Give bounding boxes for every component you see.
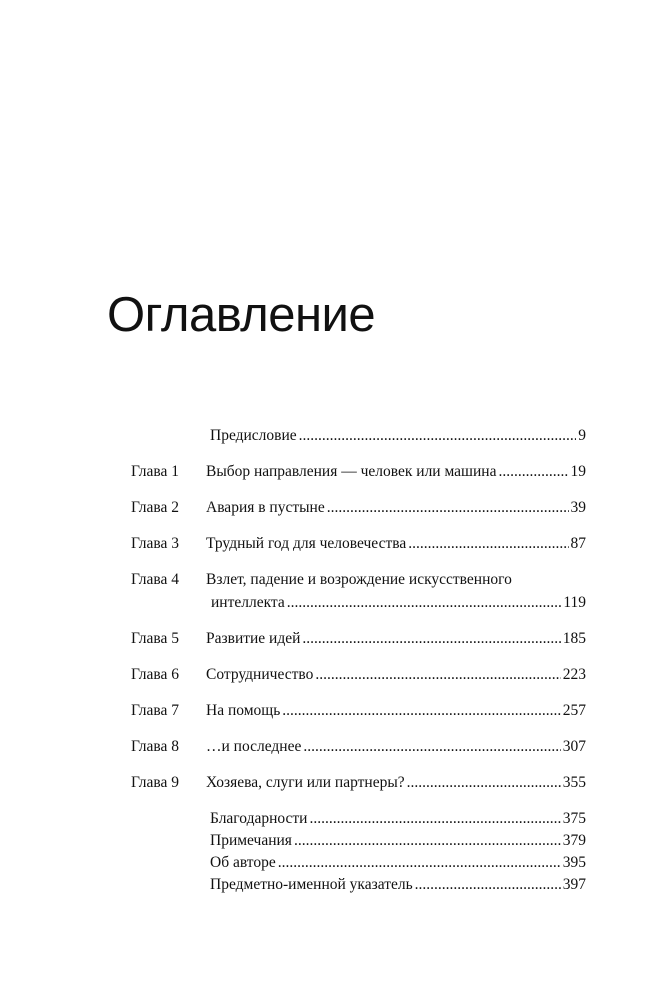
toc-entry-title: Об авторе bbox=[210, 854, 276, 871]
toc-entry-title: Авария в пустыне bbox=[206, 499, 325, 516]
toc-entry-page: 119 bbox=[563, 594, 586, 611]
dot-leader bbox=[302, 628, 560, 650]
toc-entry-page: 87 bbox=[570, 535, 586, 552]
chapter-label: Глава 2 bbox=[131, 499, 180, 516]
toc-entry-title: …и последнее bbox=[206, 738, 302, 755]
dot-leader bbox=[315, 664, 560, 686]
chapter-label: Глава 3 bbox=[131, 535, 180, 552]
toc-entry-title: Примечания bbox=[210, 832, 292, 849]
toc-entry-notes[interactable] bbox=[210, 830, 586, 852]
dot-leader bbox=[408, 533, 568, 555]
toc-entry-chapter-6[interactable] bbox=[206, 664, 586, 686]
dot-leader bbox=[278, 852, 561, 874]
toc-entry-preface[interactable] bbox=[210, 425, 586, 447]
toc-entry-page: 185 bbox=[562, 630, 586, 647]
dot-leader bbox=[327, 497, 569, 519]
toc-entry-title: интеллекта bbox=[211, 594, 285, 611]
dot-leader bbox=[407, 772, 561, 794]
toc-entry-page: 397 bbox=[562, 876, 586, 893]
toc-entry-chapter-5[interactable] bbox=[206, 628, 586, 650]
toc-entry-acknowledgements[interactable] bbox=[210, 808, 586, 830]
toc-entry-page: 379 bbox=[562, 832, 586, 849]
dot-leader bbox=[498, 461, 568, 483]
toc-entry-title: Хозяева, слуги или партнеры? bbox=[206, 774, 405, 791]
dot-leader bbox=[294, 830, 561, 852]
toc-entry-title: На помощь bbox=[206, 702, 281, 719]
toc-entry-title: Выбор направления — человек или машина bbox=[206, 463, 497, 480]
toc-entry-title: Предисловие bbox=[210, 427, 297, 444]
toc-entry-title: Развитие идей bbox=[206, 630, 301, 647]
toc-entry-page: 9 bbox=[578, 427, 586, 444]
dot-leader bbox=[415, 874, 561, 896]
toc-entry-chapter-2[interactable] bbox=[206, 497, 586, 519]
chapter-label: Глава 7 bbox=[131, 702, 180, 719]
toc-entry-chapter-9[interactable] bbox=[206, 772, 586, 794]
chapter-label: Глава 6 bbox=[131, 666, 180, 683]
chapter-label: Глава 1 bbox=[131, 463, 180, 480]
toc-entry-page: 395 bbox=[562, 854, 586, 871]
chapter-label: Глава 9 bbox=[131, 774, 180, 791]
toc-entry-chapter-3[interactable] bbox=[206, 533, 586, 555]
toc-entry-page: 307 bbox=[562, 738, 586, 755]
page-title: Оглавление bbox=[107, 288, 376, 342]
toc-entry-page: 223 bbox=[562, 666, 586, 683]
toc-entry-chapter-4[interactable] bbox=[211, 592, 586, 614]
toc-entry-about-author[interactable] bbox=[210, 852, 586, 874]
toc-entry-chapter-1[interactable] bbox=[206, 461, 586, 483]
toc-entry-chapter-7[interactable] bbox=[206, 700, 586, 722]
toc-entry-title: Предметно-именной указатель bbox=[210, 876, 413, 893]
dot-leader bbox=[287, 592, 562, 614]
toc-entry-title: Сотрудничество bbox=[206, 666, 314, 683]
dot-leader bbox=[309, 808, 560, 830]
chapter-label: Глава 8 bbox=[131, 738, 180, 755]
chapter-label: Глава 5 bbox=[131, 630, 180, 647]
toc-entry-chapter-4-line1[interactable] bbox=[206, 569, 586, 591]
toc-entry-title: Благодарности bbox=[210, 810, 308, 827]
toc-entry-page: 375 bbox=[562, 810, 586, 827]
toc-entry-page: 19 bbox=[570, 463, 586, 480]
toc-entry-page: 39 bbox=[570, 499, 586, 516]
dot-leader bbox=[282, 700, 560, 722]
dot-leader bbox=[299, 425, 577, 447]
chapter-label: Глава 4 bbox=[131, 571, 180, 588]
toc-entry-title-line1: Взлет, падение и возрождение искусственного bbox=[206, 571, 512, 588]
toc-entry-page: 355 bbox=[562, 774, 586, 791]
toc-entry-page: 257 bbox=[562, 702, 586, 719]
toc-entry-chapter-8[interactable] bbox=[206, 736, 586, 758]
toc-entry-title: Трудный год для человечества bbox=[206, 535, 407, 552]
toc-entry-index[interactable] bbox=[210, 874, 586, 896]
dot-leader bbox=[303, 736, 560, 758]
